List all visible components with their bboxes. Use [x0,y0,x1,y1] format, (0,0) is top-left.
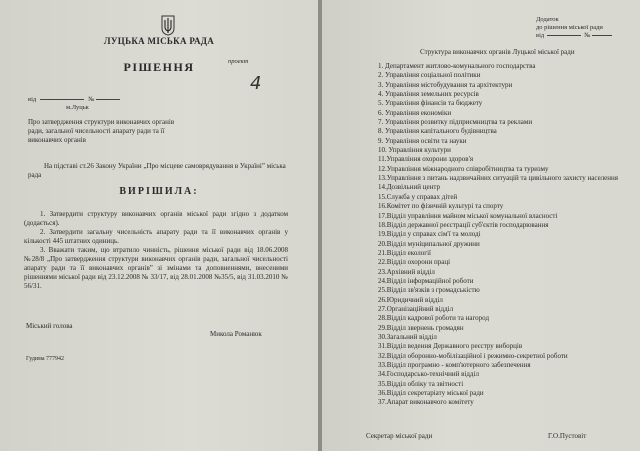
list-item: 31.Відділ ведення Державного реєстру виборців [378,342,523,351]
date-blank [40,99,84,100]
appendix-number-blank [592,35,612,36]
appendix-ref: до рішення міської ради [536,24,603,31]
list-item: 13.Управління з питань надзвичайних ситуацій та цивільного захисту населення [378,174,618,183]
decision-item: 3. Вважати таким, що втратило чинність, рішення міської ради від 18.06.2008 №28/8 „Про затвердження структури виконавчих органів ради, загальної чисельності апарату ради та її виконавчих органів” зі змінами та доповненнями, внесеними рішеннями міської ради від 23.12.2008 № 33/17, від 28.01.2008 №35/5, від 31.03.2010 № 56/31. [24,246,288,290]
list-item: 14.Дозвільний центр [378,183,440,192]
date-line [28,96,120,103]
list-item: 35.Відділ обліку та звітності [378,379,464,388]
list-item: 15.Служба у справах дітей [378,192,458,201]
trident-emblem-icon [160,14,176,36]
structure-title: Структура виконавчих органів Луцької міської ради [420,48,575,56]
list-item: 8. Управління капітального будівництва [378,127,497,136]
list-item: 11.Управління охорони здоров'я [378,155,474,164]
footer-stamp: Гудима 777942 [26,356,65,362]
list-item: 34.Господарсько-технічний відділ [378,370,479,379]
council-name: ЛУЦЬКА МІСЬКА РАДА [103,36,215,46]
structure-list [378,62,636,408]
appendix-date [536,32,612,40]
list-item: 1. Департамент житлово-комунального господарства [378,62,536,70]
appendix-date-blank [547,35,581,36]
city: м.Луцьк [66,104,89,111]
handwritten-number: 4 [250,73,262,94]
secretary-name: Г.О.Пустовіт [548,432,587,440]
appendix-label: Додаток [536,16,559,23]
list-item: 12.Управління міжнародного співробітництва та туризму [378,164,549,173]
secretary-title: Секретар міської ради [366,432,433,440]
mayor-name: Микола Романюк [210,330,262,338]
appendix-header [536,16,612,40]
list-item: 16.Комітет по фізичній культурі та спорту [378,202,504,211]
project-mark: проект [228,58,249,65]
list-item: 20.Відділ муніципальної дружини [378,239,480,248]
list-item: 6. Управління економіки [378,108,452,117]
decision-item: 1. Затвердити структуру виконавчих органів міської ради згідно з додатком (додається). [24,210,288,227]
decision-item: 2. Затвердити загальну чисельність апарату ради та її виконавчих органів у кількості 445 штатних одиниць. [24,228,288,245]
decision-page [0,0,318,451]
list-item: 21.Відділ екології [378,248,431,257]
list-item: 33.Відділ програмно - комп'ютерного забезпечення [378,361,531,369]
decision-subject: Про затвердження структури виконавчих органів ради, загальної чисельності апарату ради та її виконавчих органів [28,118,175,144]
number-sign: № [88,96,95,103]
list-item: 17.Відділ управління майном міської комунальної власності [378,211,558,220]
list-item: 32.Відділ оборонно-мобілізаційної і режимно-секретної роботи [378,351,568,360]
legal-basis: На підставі ст.26 Закону України „Про місцеве самоврядування в Україні” міська рада [28,162,286,179]
list-item: 26.Юридичний відділ [378,295,443,304]
date-prefix: від [28,96,37,103]
list-item: 9. Управління освіти та науки [378,136,467,145]
appendix-date-prefix: від [536,32,545,39]
mayor-title: Міський голова [26,322,73,330]
appendix-number-sign: № [584,32,591,39]
list-item: 25.Відділ зв'язків з громадськістю [378,286,480,295]
list-item: 4. Управління земельних ресурсів [378,90,479,99]
decision-heading: РІШЕННЯ [123,60,195,74]
list-item: 23.Архівний відділ [378,267,435,276]
list-item: 5. Управління фінансів та бюджету [378,99,483,108]
list-item: 19.Відділ у справах сім'ї та молоді [378,230,481,239]
list-item: 7. Управління розвитку підприємництва та реклами [378,118,533,127]
list-item: 37.Апарат виконавчого комітету [378,398,474,407]
list-item: 36.Відділ секретаріату міської ради [378,389,484,398]
list-item: 28.Відділ кадрової роботи та нагород [378,314,490,323]
resolved-heading: ВИРІШИЛА: [119,186,199,197]
appendix-page [322,0,640,451]
list-item: 22.Відділ охорони праці [378,258,451,267]
list-item: 18.Відділ державної реєстрації суб'єктів господарювання [378,220,549,229]
number-blank [96,99,120,100]
list-item: 3. Управління містобудування та архітектури [378,80,513,89]
list-item: 2. Управління соціальної політики [378,71,481,80]
list-item: 29.Відділ звернень громадян [378,323,464,332]
list-item: 30.Загальний відділ [378,332,437,341]
list-item: 24.Відділ інформаційної роботи [378,276,474,285]
list-item: 27.Організаційний відділ [378,304,454,313]
list-item: 10. Управління культури [378,146,451,155]
